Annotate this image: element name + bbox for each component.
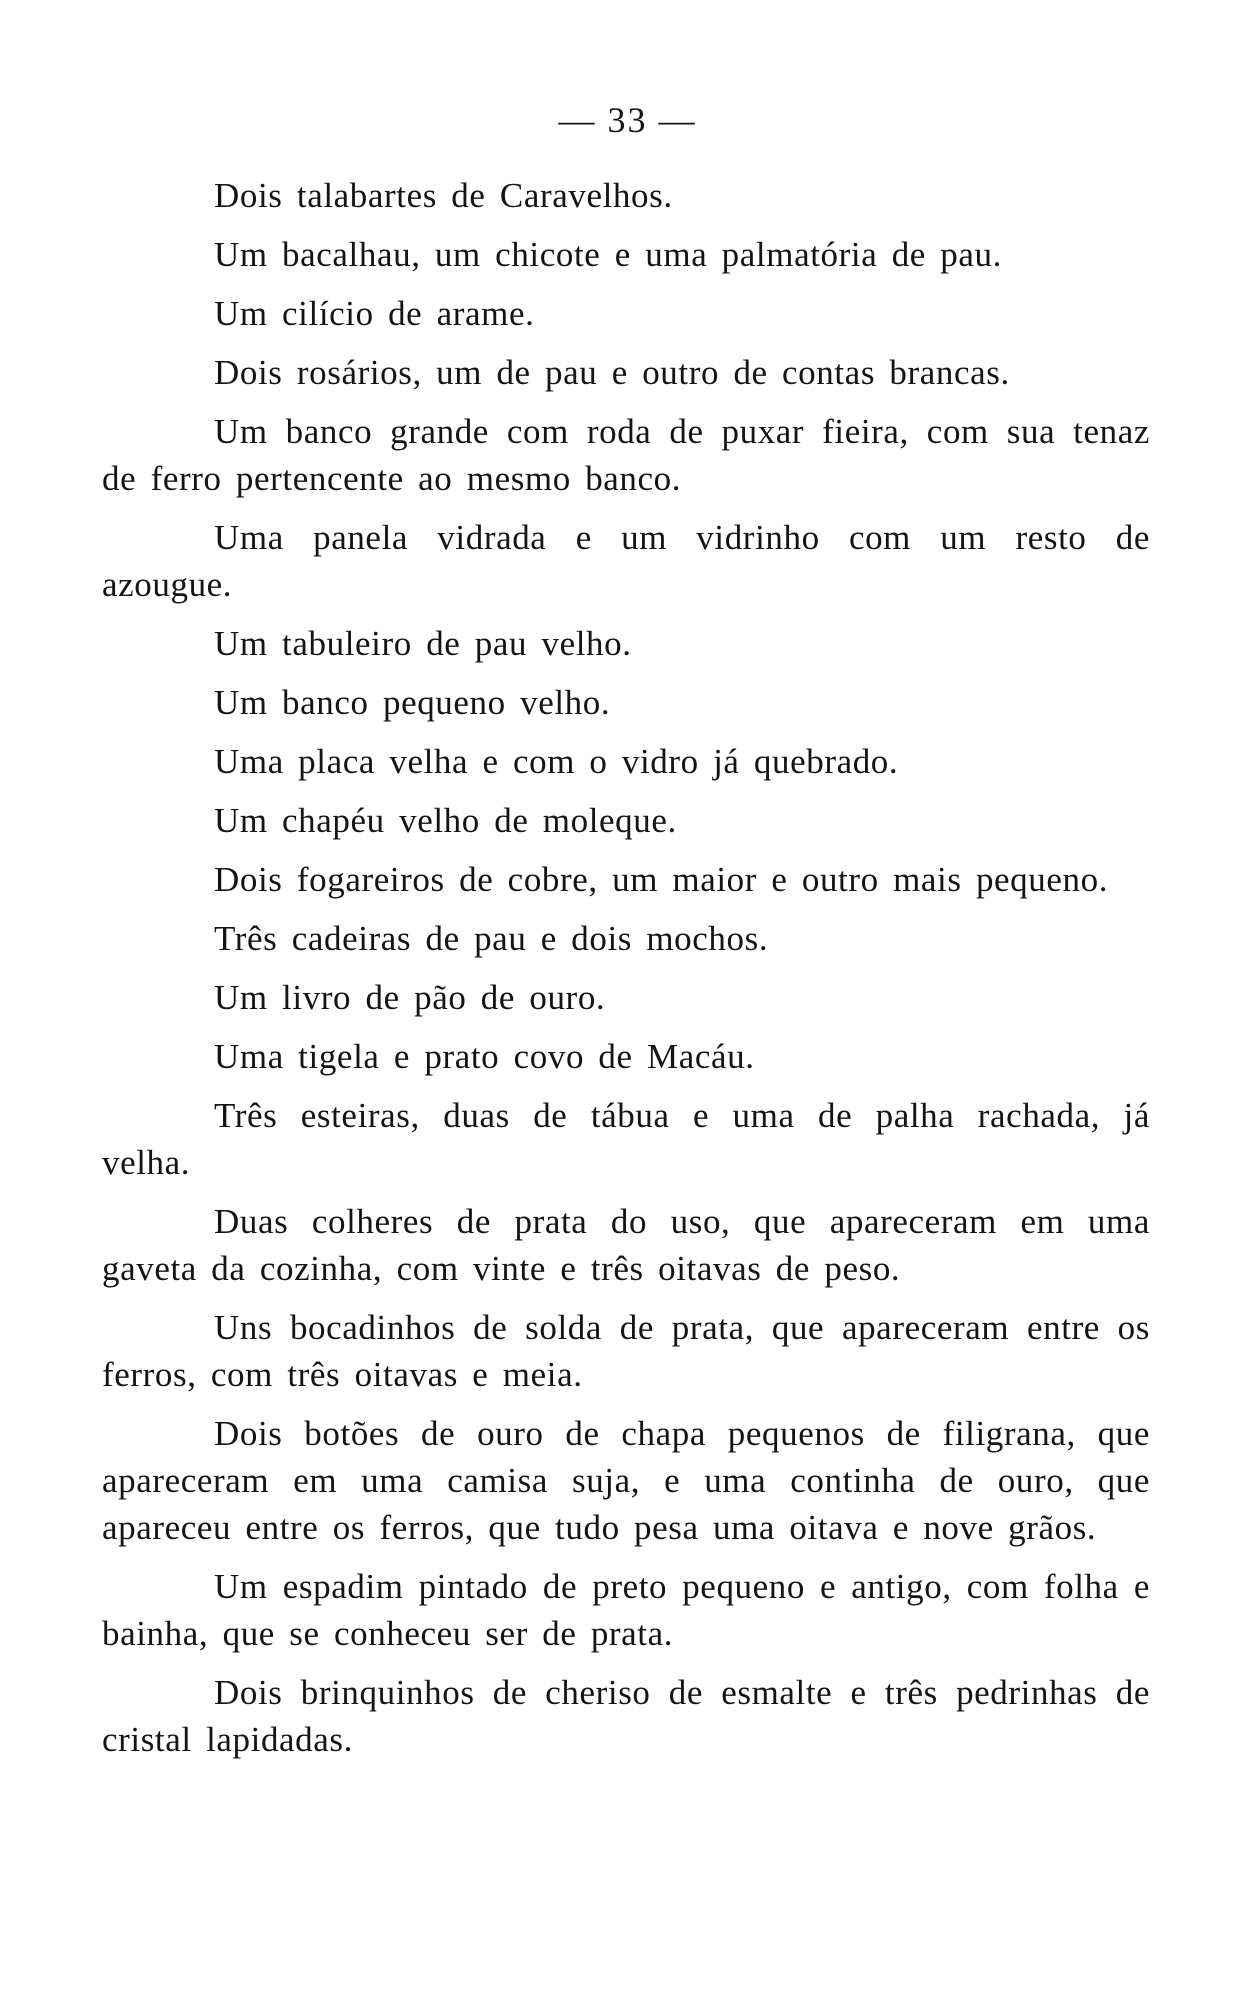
paragraph: Um banco grande com roda de puxar fieira, com sua tenaz de ferro pertencente ao mesmo banco. (102, 412, 1150, 498)
paragraph: Dois rosários, um de pau e outro de contas brancas. (214, 353, 1010, 392)
inventory-text (102, 172, 1150, 1775)
page-number: — 33 — (558, 100, 697, 140)
paragraph: Uns bocadinhos de solda de prata, que apareceram entre os ferros, com três oitavas e meia. (102, 1308, 1150, 1394)
paragraph: Dois talabartes de Caravelhos. (214, 176, 673, 215)
paragraph: Três esteiras, duas de tábua e uma de palha rachada, já velha. (102, 1096, 1150, 1182)
paragraph: Dois fogareiros de cobre, um maior e outro mais pequeno. (214, 860, 1109, 899)
paragraph: Um bacalhau, um chicote e uma palmatória de pau. (214, 235, 1002, 274)
paragraph: Três cadeiras de pau e dois mochos. (214, 919, 769, 958)
paragraph: Duas colheres de prata do uso, que apareceram em uma gaveta da cozinha, com vinte e três oitavas de peso. (102, 1202, 1150, 1288)
paragraph: Um banco pequeno velho. (214, 683, 611, 722)
paragraph: Um tabuleiro de pau velho. (214, 624, 632, 663)
paragraph: Um livro de pão de ouro. (214, 978, 606, 1017)
paragraph: Dois brinquinhos de cheriso de esmalte e três pedrinhas de cristal lapidadas. (102, 1673, 1150, 1759)
paragraph: Dois botões de ouro de chapa pequenos de filigrana, que apareceram em uma camisa suja, e uma continha de ouro, que apareceu entre os ferros, que tudo pesa uma oitava e nove grãos. (102, 1414, 1150, 1547)
paragraph: Uma placa velha e com o vidro já quebrado. (214, 742, 899, 781)
paragraph: Um chapéu velho de moleque. (214, 801, 677, 840)
paragraph: Um cilício de arame. (214, 294, 535, 333)
paragraph: Uma tigela e prato covo de Macáu. (214, 1037, 755, 1076)
paragraph: Um espadim pintado de preto pequeno e antigo, com folha e bainha, que se conheceu ser de prata. (102, 1567, 1150, 1653)
paragraph: Uma panela vidrada e um vidrinho com um resto de azougue. (102, 518, 1150, 604)
